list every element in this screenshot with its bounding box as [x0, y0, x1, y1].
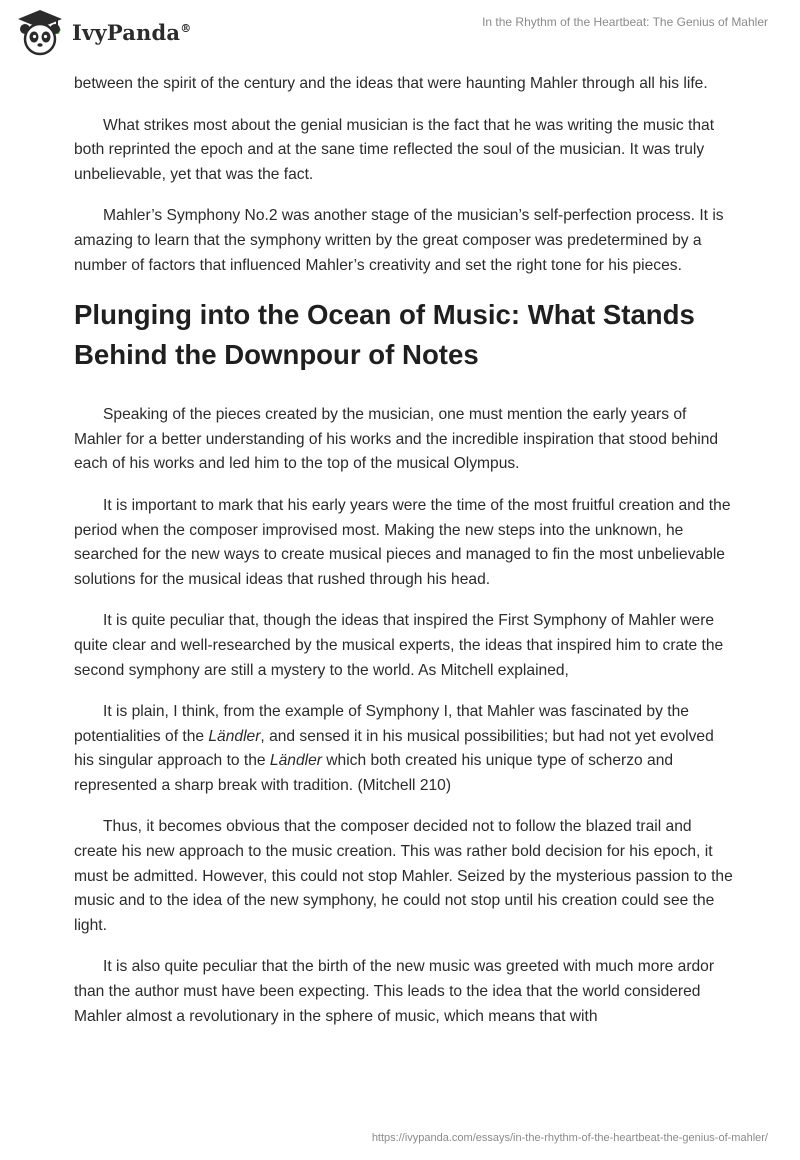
document-title: In the Rhythm of the Heartbeat: The Genius of Mahler [482, 15, 768, 29]
paragraph: Speaking of the pieces created by the musician, one must mention the early years of Mahler for a better understanding of his works and the incredible inspiration that stood behind each of his works and led him to the top of the musical Olympus. [74, 406, 719, 473]
quote-term: Ländler [269, 752, 322, 770]
paragraph: It is quite peculiar that, though the ideas that inspired the First Symphony of Mahler were quite clear and well-researched by the musical experts, the ideas that inspired him to crate the second symphony are still a mystery to the world. As Mitchell explained, [74, 612, 724, 679]
section-heading: Plunging into the Ocean of Music: What Stands Behind the Downpour of Notes [74, 299, 695, 371]
panda-graduate-icon [16, 8, 64, 56]
paragraph: It is important to mark that his early years were the time of the most fruitful creation and the period when the composer improvised most. Making the new steps into the unknown, he searched for the new ways to create musical pieces and managed to fin the most unbelievable solutions for the musical ideas that rushed through his head. [74, 496, 731, 588]
brand-name: IvyPanda® [72, 19, 192, 45]
paragraph: between the spirit of the century and the ideas that were haunting Mahler through all his life. [74, 75, 708, 92]
block-quote: It is plain, I think, from the example of Symphony I, that Mahler was fascinated by the potentialities of the Ländler, and sensed it in his musical possibilities; but had not yet evolved his singular approach to the Ländler which both created his unique type of scherzo and represented a sharp break with tradition. (Mitchell 210) [74, 703, 714, 794]
article-body [74, 72, 734, 1046]
paragraph: Mahler’s Symphony No.2 was another stage of the musician’s self-perfection process. It is amazing to learn that the symphony written by the great composer was predetermined by a number of factors that influenced Mahler’s creativity and set the right tone for his pieces. [74, 207, 724, 274]
page-header [0, 0, 800, 70]
quote-term: Ländler [208, 727, 261, 745]
paragraph: Thus, it becomes obvious that the composer decided not to follow the blazed trail and create his new approach to the music creation. This was rather bold decision for his epoch, it must be admitted. However, this could not stop Mahler. Seized by the mysterious passion to the music and to the idea of the new symphony, he could not stop until his creation could see the light. [74, 818, 733, 934]
source-url[interactable]: https://ivypanda.com/essays/in-the-rhythm-of-the-heartbeat-the-genius-of-mahler/ [371, 1132, 768, 1144]
brand-logo[interactable] [16, 8, 191, 56]
paragraph: It is also quite peculiar that the birth of the new music was greeted with much more ardor than the author must have been expecting. This leads to the idea that the world considered Mahler almost a revolutionary in the sphere of music, which means that with [74, 958, 715, 1025]
paragraph: What strikes most about the genial musician is the fact that he was writing the music that both reprinted the epoch and at the sane time reflected the soul of the musician. It was truly unbelievable, yet that was the fact. [74, 116, 715, 183]
